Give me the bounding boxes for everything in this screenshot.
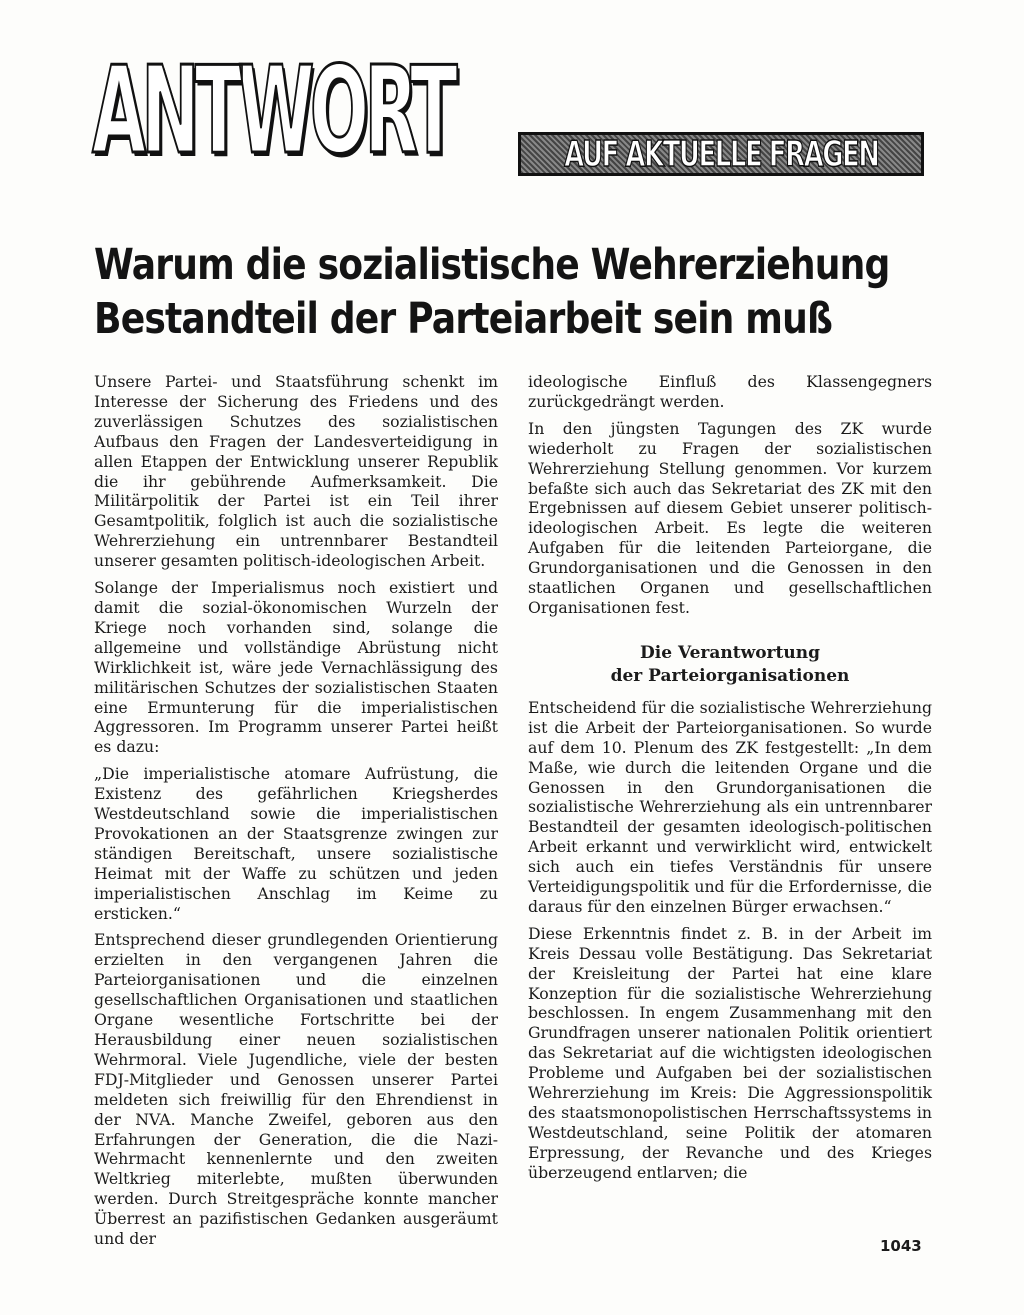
paragraph: Diese Erkenntnis findet z. B. in der Arbeit im Kreis Dessau volle Bestätigung. Das Sekretariat der Kreisleitung der Partei hat eine klare Konzeption für die sozialistische Wehrerziehung beschlossen. In engem Zusammenhang mit den Grundfragen unserer nationalen Politik orientiert das Sekretariat auf die wichtigsten ideologischen Probleme und Aufgaben bei der sozialistischen Wehrerziehung im Kreis: Die Aggressionspolitik des staatsmonopolistischen Herrschaftssystems in Westdeutschland, seine Politik der atomaren Erpressung, der Revanche und des Krieges überzeugend entlarven; die: [528, 923, 932, 1182]
section-heading-line: Die Verantwortung: [640, 642, 820, 663]
title-line: Bestandteil der Parteiarbeit sein muß: [94, 294, 833, 344]
paragraph: ideologische Einfluß des Klassengegners zurückgedrängt werden.: [528, 372, 932, 411]
quote-paragraph: „Die imperialistische atomare Aufrüstung, die Existenz des gefährlichen Kriegsherdes Westdeutschland sowie die imperialistischen Provokationen an der Staatsgrenze zwingen zur ständigen Bereitschaft, unsere sozialistische Heimat mit der Waffe zu schützen und jeden imperialistischen Anschlag im Keime zu ersticken.“: [94, 764, 498, 923]
masthead-title: ANTWORT: [92, 42, 453, 181]
title-line: Warum die sozialistische Wehrerziehung: [94, 240, 890, 290]
section-heading-line: der Parteiorganisationen: [610, 665, 850, 686]
paragraph: Entsprechend dieser grundlegenden Orientierung erzielten in den vergangenen Jahren die Parteiorganisationen und die einzelnen gesellschaftlichen Organisationen und staatlichen Organe wesentliche Fortschritte bei der Herausbildung einer neuen sozialistischen Wehrmoral. Viele Jugendliche, viele der besten FDJ-Mitglieder und Genossen unserer Partei meldeten sich freiwillig für den Ehrendienst in der NVA. Manche Zweifel, geboren aus den Erfahrungen der Generation, die die Nazi-Wehrmacht kennenlernte und den zweiten Weltkrieg miterlebte, mußten überwunden werden. Durch Streitgespräche konnte mancher Überrest an pazifistischen Gedanken ausgeräumt und der: [94, 930, 498, 1249]
right-column: [528, 372, 932, 1190]
paragraph: Unsere Partei- und Staatsführung schenkt im Interesse der Sicherung des Friedens und des zuverlässigen Schutzes des sozialistischen Aufbaus den Fragen der Landesverteidigung in allen Etappen der Entwicklung unserer Republik die ihr gebührende Aufmerksamkeit. Die Militärpolitik der Partei ist ein Teil ihrer Gesamtpolitik, folglich ist auch die sozialistische Wehrerziehung ein untrennbarer Bestandteil unserer gesamten politisch-ideologischen Arbeit.: [94, 372, 498, 571]
subheading-text: AUF AKTUELLE FRAGEN: [563, 133, 879, 175]
section-heading: [528, 642, 932, 688]
article-title: [94, 238, 944, 346]
page-number: 1043: [880, 1237, 922, 1255]
subheading-banner: [518, 132, 924, 176]
paragraph: Entscheidend für die sozialistische Wehrerziehung ist die Arbeit der Parteiorganisationen. So wurde auf dem 10. Plenum des ZK festgestellt: „In dem Maße, wie durch die leitenden Organe und die Genossen in den Grundorganisationen die sozialistische Wehrerziehung als ein untrennbarer Bestandteil der gesamten ideologisch-politischen Arbeit erkannt und verwirklicht wird, entwickelt sich auch ein tiefes Verständnis für unsere Verteidigungspolitik und für die Erfordernisse, die daraus für den einzelnen Bürger erwachsen.“: [528, 697, 932, 916]
left-column: [94, 372, 498, 1256]
paragraph: Solange der Imperialismus noch existiert und damit die sozial-ökonomischen Wurzeln der Kriege noch vorhanden sind, solange die allgemeine und vollständige Abrüstung nicht Wirklichkeit ist, wäre jede Vernachlässigung des militärischen Schutzes der sozialistischen Staaten eine Ermunterung für die imperialistischen Aggressoren. Im Programm unserer Partei heißt es dazu:: [94, 578, 498, 757]
paragraph: In den jüngsten Tagungen des ZK wurde wiederholt zu Fragen der sozialistischen Wehrerziehung Stellung genommen. Vor kurzem befaßte sich auch das Sekretariat des ZK mit den Ergebnissen auf diesem Gebiet unserer politisch-ideologischen Arbeit. Es legte die weiteren Aufgaben für die leitenden Parteiorgane, die Grundorganisationen und die Genossen in den staatlichen Organen und gesellschaftlichen Organisationen fest.: [528, 418, 932, 617]
